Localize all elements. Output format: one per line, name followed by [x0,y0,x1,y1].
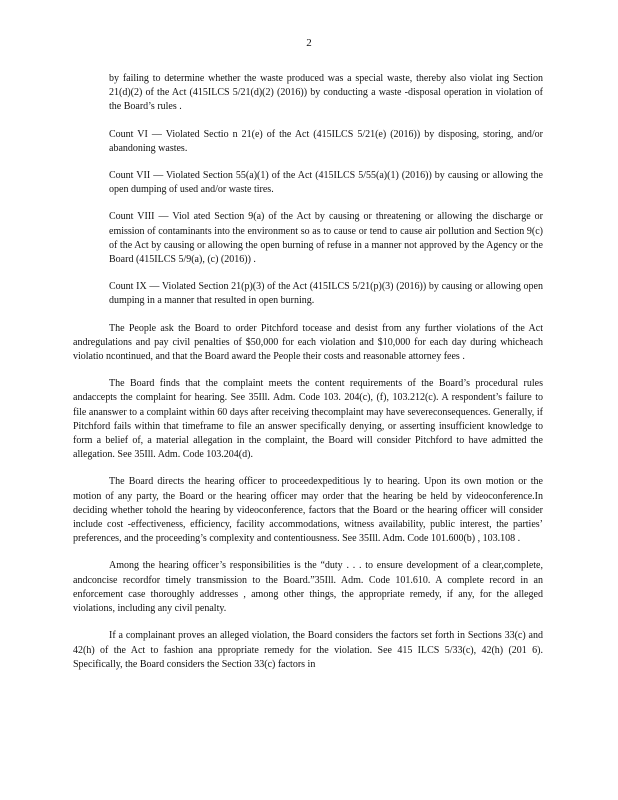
count-list [73,72,543,309]
paragraph-relief-requested: The People ask the Board to order Pitchford tocease and desist from any further violations of the Act andregulations and pay civil penalties of $50,000 for each violation and $10,000 for each day during whicheach violatio ncontinued, and that the Board award the People their costs and reasonable attorney fees . [73,322,543,363]
count-viii: Count VIII — Viol ated Section 9(a) of the Act by causing or threatening or allowing the discharge or emission of contaminants into the environment so as to cause or tend to cause air pollution and Section 9(c) of the Act by causing or allowing the open burning of refuse in a manner not approved by the Agency or the Board (415ILCS 5/9(a), (c) (2016)) . [109,211,543,266]
paragraph-hearing-directive: The Board directs the hearing officer to proceedexpeditious ly to hearing. Upon its own motion or the motion of any party, the Board or the hearing officer may order that the hearing be held by videoconference.In deciding whether tohold the hearing by videoconference, factors that the Board or the hearing officer will consider include cost -effectiveness, efficiency, facility accommodations, witness availability, public interest, the parties’ preferences, and the proceeding’s complexity and contentiousness. See 35Ill. Adm. Code 101.600(b) , 103.108 . [73,476,543,545]
count-vi: Count VI — Violated Sectio n 21(e) of the Act (415ILCS 5/21(e) (2016)) by disposing, storing, and/or abandoning wastes. [109,128,543,154]
paragraph-remedy-factors: If a complainant proves an alleged violation, the Board considers the factors set forth in Sections 33(c) and 42(h) of the Act to fashion ana ppropriate remedy for the violation. See 415 ILCS 5/33(c), 42(h) (201 6). Specifically, the Board considers the Section 33(c) factors in [73,630,543,670]
count-v-continuation: by failing to determine whether the waste produced was a special waste, thereby also violat ing Section 21(d)(2) of the Act (415ILCS 5/21(d)(2) (2016)) by conducting a waste -disposal operation in violation of the Board’s rules . [109,73,543,113]
count-ix: Count IX — Violated Section 21(p)(3) of the Act (415ILCS 5/21(p)(3) (2016)) by causing or allowing open dumping in a manner that resulted in open burning. [109,281,543,307]
paragraph-complaint-accepted: The Board finds that the complaint meets the content requirements of the Board’s procedural rules andaccepts the complaint for hearing. See 35Ill. Adm. Code 103. 204(c), (f), 103.212(c). A respondent’s failure to file ananswer to a complaint within 60 days after receiving thecomplaint may have severeconsequences. Generally, if Pitchford fails within that timeframe to file an answer specifically denying, or asserting insufficient knowledge to form a belief of, a material allegation in the complaint, the Board will consider Pitchford to have admitted the allegation. See 35Ill. Adm. Code 103.204(d). [73,378,543,461]
page-number: 2 [306,37,312,49]
count-vii: Count VII — Violated Section 55(a)(1) of the Act (415ILCS 5/55(a)(1) (2016)) by causing or allowing the open dumping of used and/or waste tires. [109,170,543,196]
paragraph-hearing-officer-duties: Among the hearing officer’s responsibilities is the “duty . . . to ensure development of a clear,complete, andconcise recordfor timely transmission to the Board.”35Ill. Adm. Code 101.610. A complete record in an enforcement case thoroughly addresses , among other things, the appropriate remedy, if any, for the alleged violations, including any civil penalty. [73,560,543,615]
document-body [73,72,543,672]
